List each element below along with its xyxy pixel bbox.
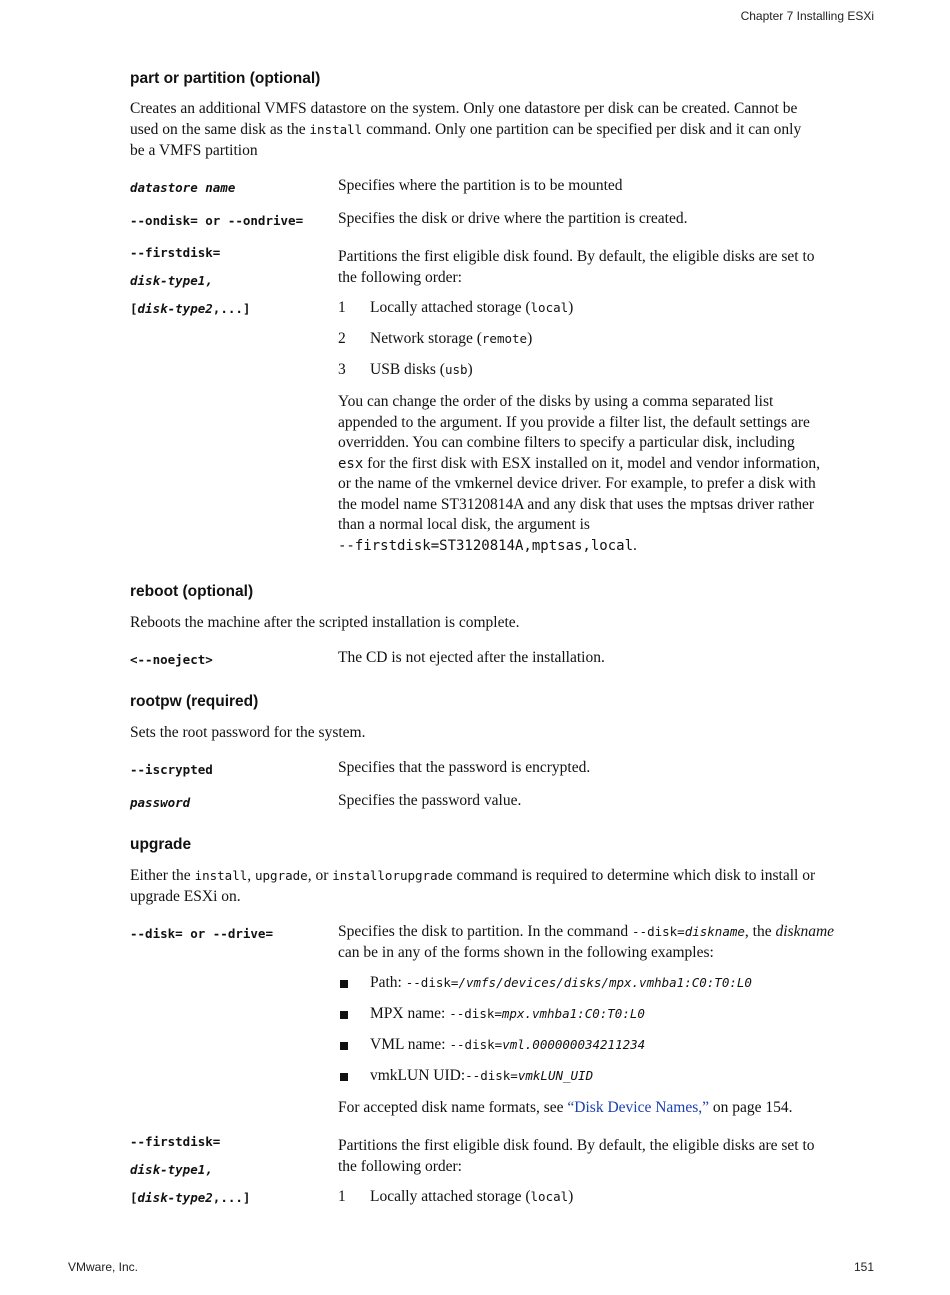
option-firstdisk-line2: disk-type1, — [130, 273, 213, 288]
option-firstdisk-line3: [disk-type2,...] — [130, 301, 251, 316]
option-firstdisk-line2: disk-type1, — [130, 1162, 213, 1177]
section-title-part: part or partition (optional) — [130, 70, 321, 87]
bullet-icon — [340, 1011, 348, 1019]
option-firstdisk-line1: --firstdisk= — [130, 1134, 221, 1149]
running-header: Chapter 7 Installing ESXi — [740, 9, 874, 23]
list-number: 1 — [338, 299, 346, 316]
option-noeject-desc: The CD is not ejected after the installation. — [338, 649, 605, 666]
option-password: password — [130, 795, 191, 810]
option-password-desc: Specifies the password value. — [338, 792, 522, 809]
section-title-upgrade: upgrade — [130, 836, 192, 853]
disk-formats-reference: For accepted disk name formats, see “Disk Device Names,” on page 154. — [338, 1099, 793, 1116]
option-disk-desc: Specifies the disk to partition. In the command --disk=diskname, the diskname can be in any of the forms shown in the following examples: — [338, 923, 835, 961]
option-ondisk-desc: Specifies the disk or drive where the partition is created. — [338, 210, 688, 227]
page-number: 151 — [853, 1260, 874, 1274]
list-number: 3 — [338, 361, 346, 378]
reboot-intro: Reboots the machine after the scripted installation is complete. — [130, 614, 520, 631]
rootpw-intro: Sets the root password for the system. — [130, 724, 366, 741]
option-firstdisk-desc: Partitions the first eligible disk found. By default, the eligible disks are set to the following order: — [338, 248, 815, 286]
option-noeject: <--noeject> — [130, 652, 213, 667]
option-firstdisk-desc: Partitions the first eligible disk found. By default, the eligible disks are set to the following order: — [338, 1137, 815, 1175]
bullet-icon — [340, 980, 348, 988]
list-number: 1 — [338, 1188, 346, 1205]
list-number: 2 — [338, 330, 346, 347]
upgrade-intro: Either the install, upgrade, or installorupgrade command is required to determine which disk to install or upgrade ESXi on. — [130, 867, 816, 905]
list-item: USB disks (usb) — [370, 361, 473, 378]
disk-form-item: VML name: --disk=vml.000000034211234 — [370, 1036, 646, 1053]
section-title-rootpw: rootpw (required) — [130, 693, 259, 710]
option-iscrypted: --iscrypted — [130, 762, 213, 777]
list-item: Locally attached storage (local) — [370, 299, 574, 316]
bullet-icon — [340, 1073, 348, 1081]
option-iscrypted-desc: Specifies that the password is encrypted. — [338, 759, 591, 776]
option-firstdisk-line3: [disk-type2,...] — [130, 1190, 251, 1205]
option-firstdisk-line1: --firstdisk= — [130, 245, 221, 260]
bullet-icon — [340, 1042, 348, 1050]
option-disk: --disk= or --drive= — [130, 926, 273, 941]
part-intro: Creates an additional VMFS datastore on the system. Only one datastore per disk can be created. Cannot be used on the same disk as the install command. Only one partition can be specified per disk and it can only be a VMFS partition — [130, 100, 802, 159]
option-datastore-name: datastore name — [130, 180, 236, 195]
firstdisk-filter-explanation: You can change the order of the disks by using a comma separated list appended to the argument. If you provide a filter list, the default settings are overridden. You can combine filters to specify a particular disk, including esx for the first disk with ESX installed on it, model and vendor information, or the name of the vmkernel device driver. For example, to prefer a disk with the model name ST3120814A and any disk that uses the mptsas driver rather than a normal local disk, the argument is --firstdisk=ST3120814A,mptsas,local. — [338, 393, 821, 554]
option-datastore-desc: Specifies where the partition is to be mounted — [338, 177, 623, 194]
list-item: Locally attached storage (local) — [370, 1188, 574, 1205]
disk-form-item: MPX name: --disk=mpx.vmhba1:C0:T0:L0 — [370, 1005, 645, 1022]
disk-form-item: Path: --disk=/vmfs/devices/disks/mpx.vmhba1:C0:T0:L0 — [370, 974, 752, 991]
option-ondisk: --ondisk= or --ondrive= — [130, 213, 304, 228]
disk-form-item: vmkLUN UID:--disk=vmkLUN_UID — [370, 1067, 594, 1084]
list-item: Network storage (remote) — [370, 330, 533, 347]
footer-company: VMware, Inc. — [68, 1260, 139, 1274]
disk-device-names-link[interactable]: “Disk Device Names,” — [567, 1099, 710, 1116]
section-title-reboot: reboot (optional) — [130, 583, 254, 600]
